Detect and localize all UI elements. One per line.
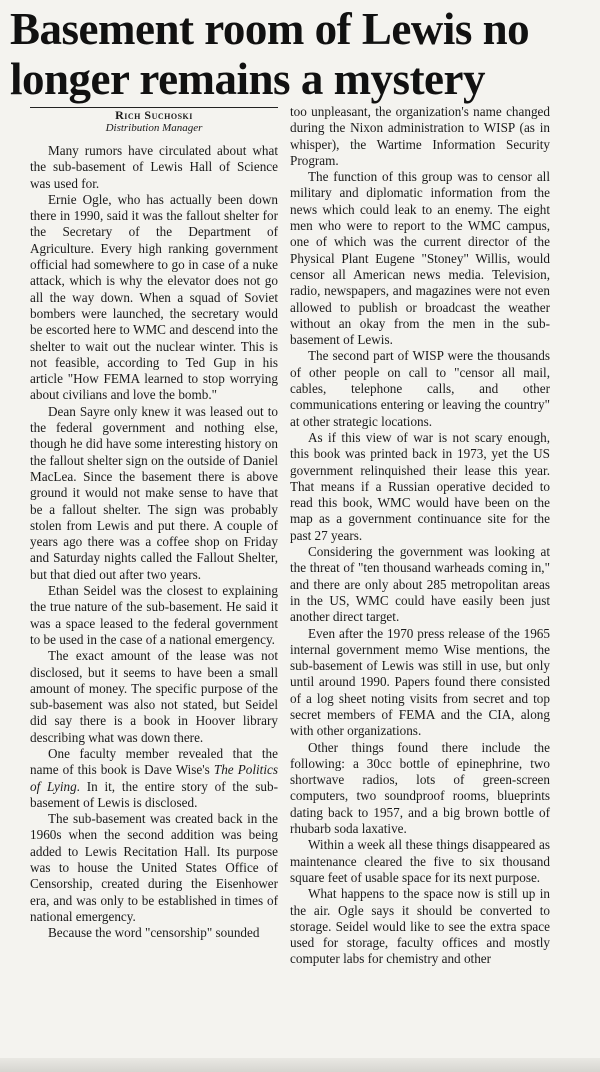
paragraph: Ethan Seidel was the closest to explaining the true nature of the sub-basement. He said it was a space leased to the federal government to be used in the case of a national emergency. xyxy=(30,583,278,647)
book-title: The Politics of Lying xyxy=(30,762,278,794)
paragraph-continued: too unpleasant, the organization's name changed during the Nixon administration to WISP (as in whisper), the Wartime Information Security Program. xyxy=(290,104,550,168)
paragraph: Because the word "censorship" sounded xyxy=(48,925,260,941)
paragraph: What happens to the space now is still up in the air. Ogle says it should be converted to storage. Seidel would like to see the extra space used for storage, faculty offices and mostly computer labs for chemistry and other xyxy=(290,886,550,967)
paragraph: Dean Sayre only knew it was leased out to the federal government and nothing else, though he did have some interesting history on the fallout shelter sign on the outside of Daniel MacLea. Since the basement there is above ground it would not make sense to have that be a fallout shelter. The sign was probably stolen from Lewis and put there. A couple of years ago there was a coffee shop on Friday and Saturday nights called the Fallout Shelter, but that died out after two years. xyxy=(30,403,278,582)
author-name: Rich Suchoski xyxy=(115,108,193,122)
paragraph: Ernie Ogle, who has actually been down there in 1990, said it was the fallout shelter for the Secretary of the Department of Agriculture. Every high ranking government official had somewhere to go in case of a nuke attack, which is why the elevator does not go all the way down. When a squad of Soviet bombers were launched, the secretary would be escorted here to WMC and descend into the shelter to wait out the nuclear winter. This is not feasible, according to Ted Gup in his article "How FEMA learned to stop worrying about civilians and love the bomb." xyxy=(30,191,278,403)
article-column-2 xyxy=(290,104,550,968)
author-role: Distribution Manager xyxy=(105,122,203,134)
paragraph: Within a week all these things disappeared as maintenance cleared the five to six thousand square feet of usable space for its next purpose. xyxy=(290,837,550,885)
page-bottom-edge xyxy=(0,1058,600,1072)
paragraph: Other things found there include the following: a 30cc bottle of epinephrine, two shortwave radios, lots of green-screen computers, two soundproof rooms, blueprints dating back to 1957, and a big brown bottle of rhubarb soda laxative. xyxy=(290,739,550,837)
article-column-1 xyxy=(30,143,278,942)
paragraph: The sub-basement was created back in the 1960s when the second addition was being added to Lewis Recitation Hall. Its purpose was to house the United States Office of Censorship, created during the Eisenhower era, and was only to be established in times of national emergency. xyxy=(30,811,278,924)
paragraph-text: One faculty member revealed that the name of this book is Dave Wise's xyxy=(30,745,278,778)
paragraph: Considering the government was looking at the threat of "ten thousand warheads coming in," and there are only about 285 metropolitan areas in the US, WMC could have easily been just another direct target. xyxy=(290,544,550,625)
paragraph: As if this view of war is not scary enough, this book was printed back in 1973, yet the US government relinquished their lease this year. That means if a Russian operative decided to read this book, WMC would have been on the map as a government continuance site for the past 27 years. xyxy=(290,429,550,543)
paragraph-book-reference xyxy=(30,746,278,811)
paragraph: The exact amount of the lease was not disclosed, but it seems to have been a small amount of money. The specific purpose of the sub-basement was also not stated, but Seidel did say there is a book in Hoover library describing what was down there. xyxy=(30,648,278,745)
paragraph-text: . In it, the entire story of the sub-basement of Lewis is disclosed. xyxy=(30,778,278,810)
headline: Basement room of Lewis no longer remains a mystery xyxy=(10,4,530,104)
paragraph: The second part of WISP were the thousands of other people on call to "censor all mail, cables, telephone calls, and other communications entering or leaving the country" at other strategic locations. xyxy=(290,348,550,429)
paragraph: The function of this group was to censor all military and diplomatic information from the news which could leak to an enemy. The eight men who were to report to the WMC campus, one of which was the current director of the Physical Plant Eugene "Stoney" Willis, would censor all American news media. Television, radio, newspapers, and magazines were not even allowed to publish or broadcast the weather without an okay from the men in the sub-basement of Lewis. xyxy=(290,169,550,348)
byline xyxy=(30,108,278,135)
paragraph: Many rumors have circulated about what the sub-basement of Lewis Hall of Science was used for. xyxy=(30,143,278,191)
paragraph: Even after the 1970 press release of the 1965 internal government memo Wise mentions, the sub-basement of Lewis was still in use, but only until around 1990. Papers found there consisted of a log sheet noting visits from secret and top secret members of FEMA and the CIA, along with other organizations. xyxy=(290,625,550,739)
